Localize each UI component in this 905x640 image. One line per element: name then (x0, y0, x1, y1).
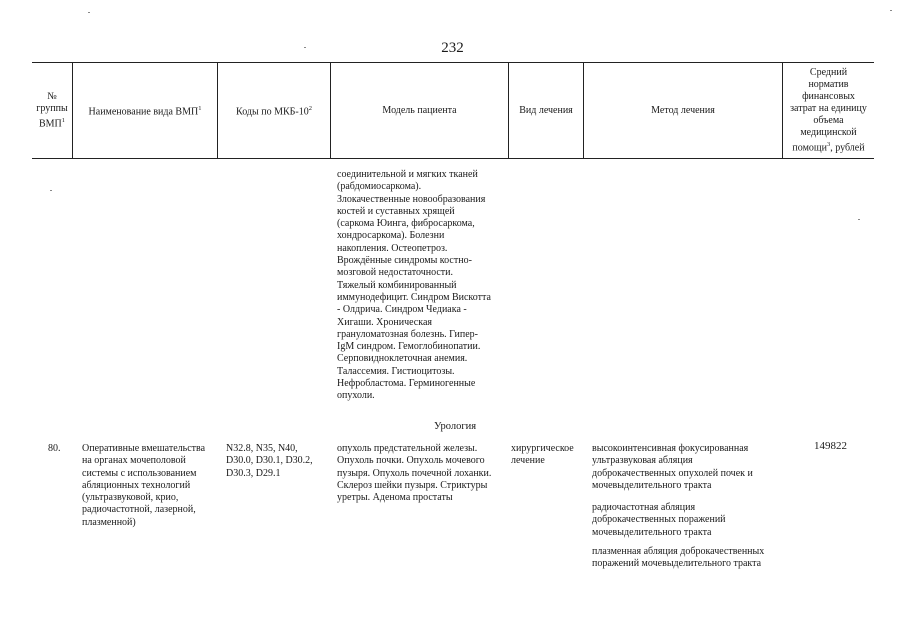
scan-speck (890, 10, 892, 11)
header-icd-codes: Коды по МКБ-$10^2$ (236, 104, 312, 118)
section-title: Урология (434, 421, 477, 432)
header-patient-model: Модель пациента (382, 104, 457, 116)
row-vmp-name: Оперативные вмешательства на органах мочеполовой системы с использованием абляционных технологий (ультразвуковой, крио, радиочастотной, лазерной, плазменной) (82, 443, 206, 528)
scan-speck (50, 190, 52, 191)
row-patient-model: опухоль предстательной железы. Опухоль почки. Опухоль мочевого пузыря. Опухоль почечной лоханки. Склероз шейки пузыря. Стриктуры уретры. Аденома простаты (337, 443, 492, 504)
row-method-1: высокоинтенсивная фокусированная ультразвуковая абляция доброкачественных опухолей почек и мочевыделительного тракта (592, 443, 753, 491)
row-group-number: 80. (48, 443, 61, 454)
row-average-cost: 149822 (814, 440, 847, 452)
header-group-number: № группы ВМП$^1$ (36, 90, 68, 130)
header-treatment-method: Метод лечения (651, 104, 715, 116)
row-treatment-type: хирургическое лечение (511, 443, 574, 467)
header-average-cost: Средний норматив финансовых затрат на единицу объема медицинской помощи$^3$, рублей (790, 66, 867, 154)
row-method-3: плазменная абляция доброкачественных поражений мочевыделительного тракта (592, 546, 765, 570)
scan-speck (304, 47, 306, 48)
continued-patient-model: соединительной и мягких тканей (рабдомиосаркома). Злокачественные новообразования костей и суставных хрящей (саркома Юинга, фибросаркома, хондросаркома). Болезни накопления. Остеопетроз. Врождённые синдромы костно- мозговой недостаточности. Тяжелый комбинированный иммунодефицит. Синдром Вискотта - Олдрича. Синдром Чедиака - Хигаши. Хроническая грануломатозная болезнь. Гипер- IgM синдром. Гемоглобинопатии. Серповидноклеточная анемия. Талассемия. Гистиоцитозы. Нефробластома. Герминогенные опухоли. (337, 169, 491, 402)
page-number: 232 (441, 40, 464, 56)
header-treatment-type: Вид лечения (519, 104, 573, 116)
scan-speck (858, 219, 860, 220)
row-method-2: радиочастотная абляция доброкачественных поражений мочевыделительного тракта (592, 502, 726, 538)
row-icd-codes: N32.8, N35, N40, D30.0, D30.1, D30.2, D30.3, D29.1 (226, 443, 313, 479)
table-header (32, 62, 874, 159)
header-vmp-name: Наименование вида ВМП$^1$ (88, 104, 202, 118)
scan-speck (88, 12, 90, 13)
